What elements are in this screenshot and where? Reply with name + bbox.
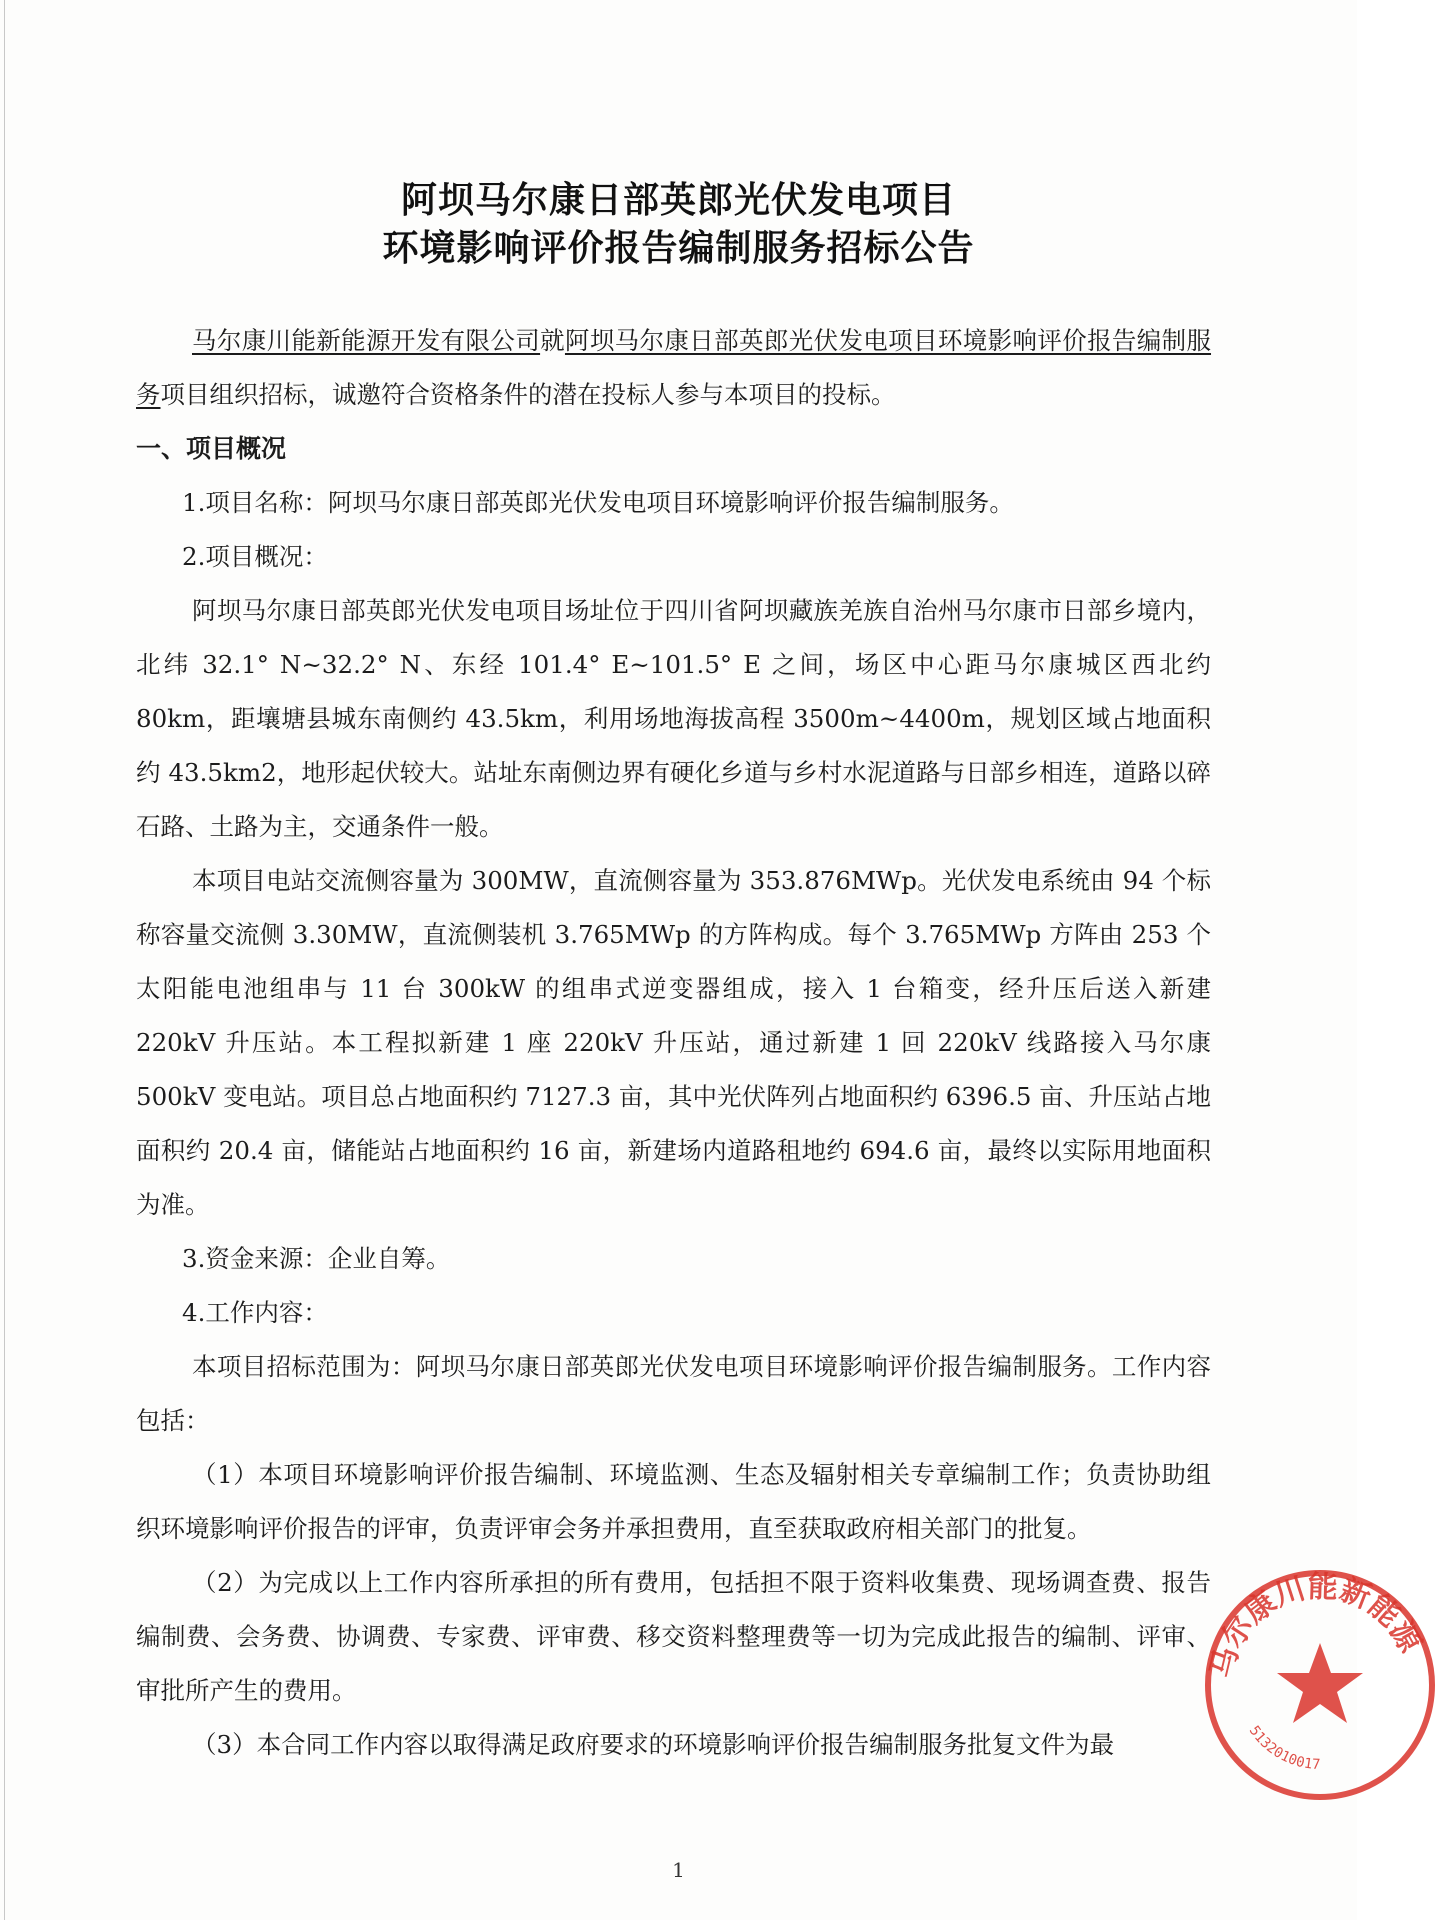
intro-rest: 项目组织招标，诚邀符合资格条件的潜在投标人参与本项目的投标。 [160, 380, 896, 409]
work-item-2: （2）为完成以上工作内容所承担的所有费用，包括担不限于资料收集费、现场调查费、报告编制费、会务费、协调费、专家费、评审费、移交资料整理费等一切为完成此报告的编制、评审、审批所产生的费用。 [136, 1568, 1211, 1705]
company-name: 马尔康川能新能源开发有限公司 [192, 326, 541, 355]
item-work-content: 4.工作内容： [182, 1298, 328, 1327]
seal-star-icon [1277, 1643, 1363, 1723]
scope-paragraph: 本项目招标范围为：阿坝马尔康日部英郎光伏发电项目环境影响评价报告编制服务。工作内容包括： [136, 1352, 1211, 1435]
intro-connector: 就 [540, 326, 565, 355]
company-seal-stamp [1190, 1555, 1450, 1815]
document-title-line2: 环境影响评价报告编制服务招标公告 [382, 228, 975, 269]
document-body [136, 314, 1211, 1772]
location-paragraph: 阿坝马尔康日部英郎光伏发电项目场址位于四川省阿坝藏族羌族自治州马尔康市日部乡境内，北纬 32.1° N~32.2° N、东经 101.4° E~101.5° E 之间，场区中心距马尔康城区西北约 80km，距壤塘县城东南侧约 43.5km，利用场地海拔高程 3500m~4400m，规划区域占地面积约 43.5km2，地形起伏较大。站址东南侧边界有硬化乡道与乡村水泥道路与日部乡相连，道路以碎石路、土路为主，交通条件一般。 [136, 596, 1211, 841]
svg-text:5132010017 [1246, 1723, 1321, 1773]
seal-text: 马尔康川能新能源 [1204, 1569, 1428, 1682]
item-project-overview: 2.项目概况： [182, 542, 328, 571]
work-item-1: （1）本项目环境影响评价报告编制、环境监测、生态及辐射相关专章编制工作；负责协助组织环境影响评价报告的评审，负责评审会务并承担费用，直至获取政府相关部门的批复。 [136, 1460, 1211, 1543]
item-funding: 3.资金来源：企业自筹。 [182, 1244, 451, 1273]
work-item-3: （3）本合同工作内容以取得满足政府要求的环境影响评价报告编制服务批复文件为最 [192, 1730, 1115, 1759]
intro-paragraph [136, 314, 1211, 422]
document-title-line1: 阿坝马尔康日部英郎光伏发电项目 [400, 180, 956, 221]
scan-edge-line [4, 0, 5, 1920]
item-project-name: 1.项目名称：阿坝马尔康日部英郎光伏发电项目环境影响评价报告编制服务。 [182, 488, 1014, 517]
project-name: 阿坝马尔康日部英郎光伏发电项目环境影响评价报告编制服务 [136, 326, 1212, 409]
seal-code: 5132010017 [1245, 1723, 1321, 1774]
page-number: 1 [672, 1858, 685, 1882]
section-heading: 一、项目概况 [136, 434, 287, 463]
capacity-paragraph: 本项目电站交流侧容量为 300MW，直流侧容量为 353.876MWp。光伏发电系统由 94 个标称容量交流侧 3.30MW，直流侧装机 3.765MWp 的方阵构成。每个 3.765MWp 方阵由 253 个太阳能电池组串与 11 台 300kW 的组串式逆变器组成，接入 1 台箱变，经升压后送入新建 220kV 升压站。本工程拟新建 1 座 220kV 升压站，通过新建 1 回 220kV 线路接入马尔康 500kV 变电站。项目总占地面积约 7127.3 亩，其中光伏阵列占地面积约 6396.5 亩、升压站占地面积约 20.4 亩，储能站占地面积约 16 亩，新建场内道路租地约 694.6 亩，最终以实际用地面积为准。 [136, 866, 1211, 1219]
